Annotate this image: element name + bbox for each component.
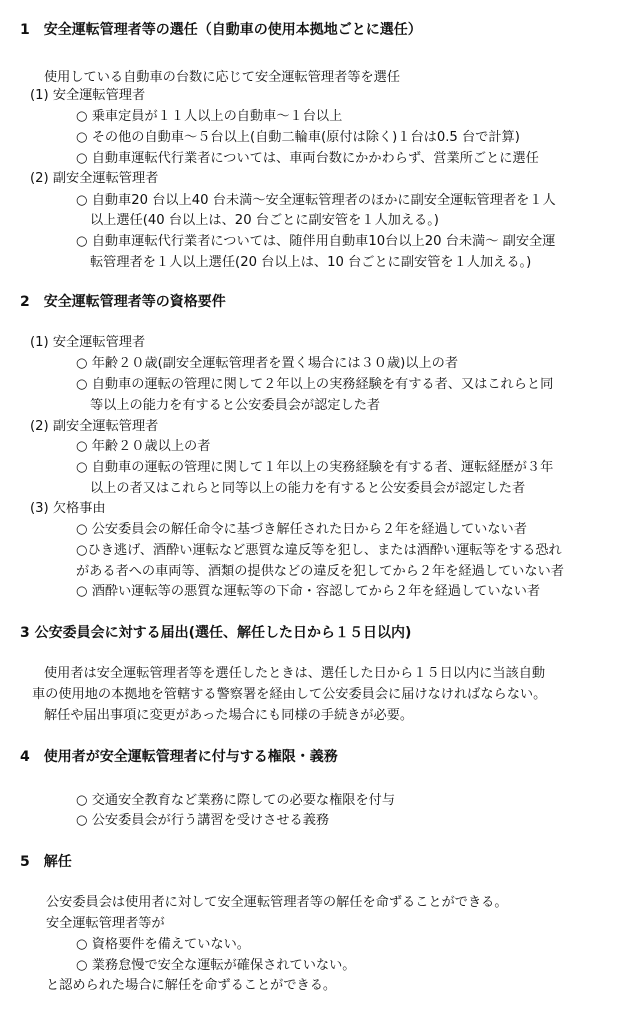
section1-intro: 使用している自動車の台数に応じて安全運転管理者等を選任 — [44, 70, 401, 85]
section3-paragraph-line: 使用者は安全運転管理者等を選任したときは、選任した日から１５日以内に当該自動 — [44, 666, 546, 681]
list-item: ○ひき逃げ、酒酔い運転など悪質な違反等を犯し、または酒酔い運転等をする恐れ — [76, 543, 562, 558]
list-item: ○ 自動車の運転の管理に関して２年以上の実務経験を有する者、又はこれらと同 — [76, 377, 554, 392]
list-item-continuation: 転管理者を１人以上選任(20 台以上は、10 台ごとに副安管を１人加える。) — [90, 255, 532, 270]
list-item: ○ 交通安全教育など業務に際しての必要な権限を付与 — [76, 793, 396, 808]
section3-paragraph-line: 車の使用地の本拠地を管轄する警察署を経由して公安委員会に届けなければならない。 — [32, 687, 547, 702]
section5-heading: 5 解任 — [20, 854, 72, 870]
list-item: ○ 酒酔い運転等の悪質な運転等の下命・容認してから２年を経過していない者 — [76, 584, 541, 599]
list-item: ○ 自動車運転代行業者については、車両台数にかかわらず、営業所ごとに選任 — [76, 151, 539, 166]
section1-heading: 1 安全運転管理者等の選任（自動車の使用本拠地ごとに選任） — [20, 22, 422, 38]
list-item: ○ その他の自動車～５台以上(自動二輪車(原付は除く)１台は0.5 台で計算) — [76, 130, 520, 145]
list-item-continuation: 以上の者又はこれらと同等以上の能力を有すると公安委員会が認定した者 — [90, 481, 526, 496]
list-item: ○ 資格要件を備えていない。 — [76, 937, 250, 952]
section2-sub2-label: (2) 副安全運転管理者 — [30, 419, 159, 434]
section5-paragraph-line: と認められた場合に解任を命ずることができる。 — [46, 978, 337, 993]
section2-sub1-label: (1) 安全運転管理者 — [30, 335, 146, 350]
list-item: ○ 自動車20 台以上40 台未満～安全運転管理者のほかに副安全運転管理者を１人 — [76, 193, 556, 208]
section3-paragraph-line: 解任や届出事項に変更があった場合にも同様の手続きが必要。 — [44, 708, 414, 723]
list-item-continuation: 以上選任(40 台以上は、20 台ごとに副安管を１人加える。) — [90, 213, 439, 228]
section1-sub1-label: (1) 安全運転管理者 — [30, 88, 146, 103]
list-item: ○ 年齢２０歳(副安全運転管理者を置く場合には３０歳)以上の者 — [76, 356, 459, 371]
section1-sub2-label: (2) 副安全運転管理者 — [30, 171, 159, 186]
section2-sub3-label: (3) 欠格事由 — [30, 501, 106, 516]
section3-heading: 3 公安委員会に対する届出(選任、解任した日から１５日以内) — [20, 625, 412, 641]
section4-heading: 4 使用者が安全運転管理者に付与する権限・義務 — [20, 749, 338, 765]
section5-paragraph-line: 安全運転管理者等が — [46, 916, 165, 931]
list-item-continuation: がある者への車両等、酒類の提供などの違反を犯してから２年を経過していない者 — [76, 564, 564, 579]
list-item: ○ 公安委員会が行う講習を受けさせる義務 — [76, 813, 330, 828]
list-item: ○ 公安委員会の解任命令に基づき解任された日から２年を経過していない者 — [76, 522, 527, 537]
list-item: ○ 業務怠慢で安全な運転が確保されていない。 — [76, 958, 356, 973]
section5-paragraph-line: 公安委員会は使用者に対して安全運転管理者等の解任を命ずることができる。 — [46, 895, 508, 910]
list-item: ○ 乗車定員が１１人以上の自動車～１台以上 — [76, 109, 343, 124]
list-item: ○ 自動車運転代行業者については、随伴用自動車10台以上20 台未満～ 副安全運 — [76, 234, 556, 249]
section2-heading: 2 安全運転管理者等の資格要件 — [20, 294, 226, 310]
list-item-continuation: 等以上の能力を有すると公安委員会が認定した者 — [90, 398, 381, 413]
list-item: ○ 年齢２０歳以上の者 — [76, 439, 211, 454]
list-item: ○ 自動車の運転の管理に関して１年以上の実務経験を有する者、運転経歴が３年 — [76, 460, 554, 475]
